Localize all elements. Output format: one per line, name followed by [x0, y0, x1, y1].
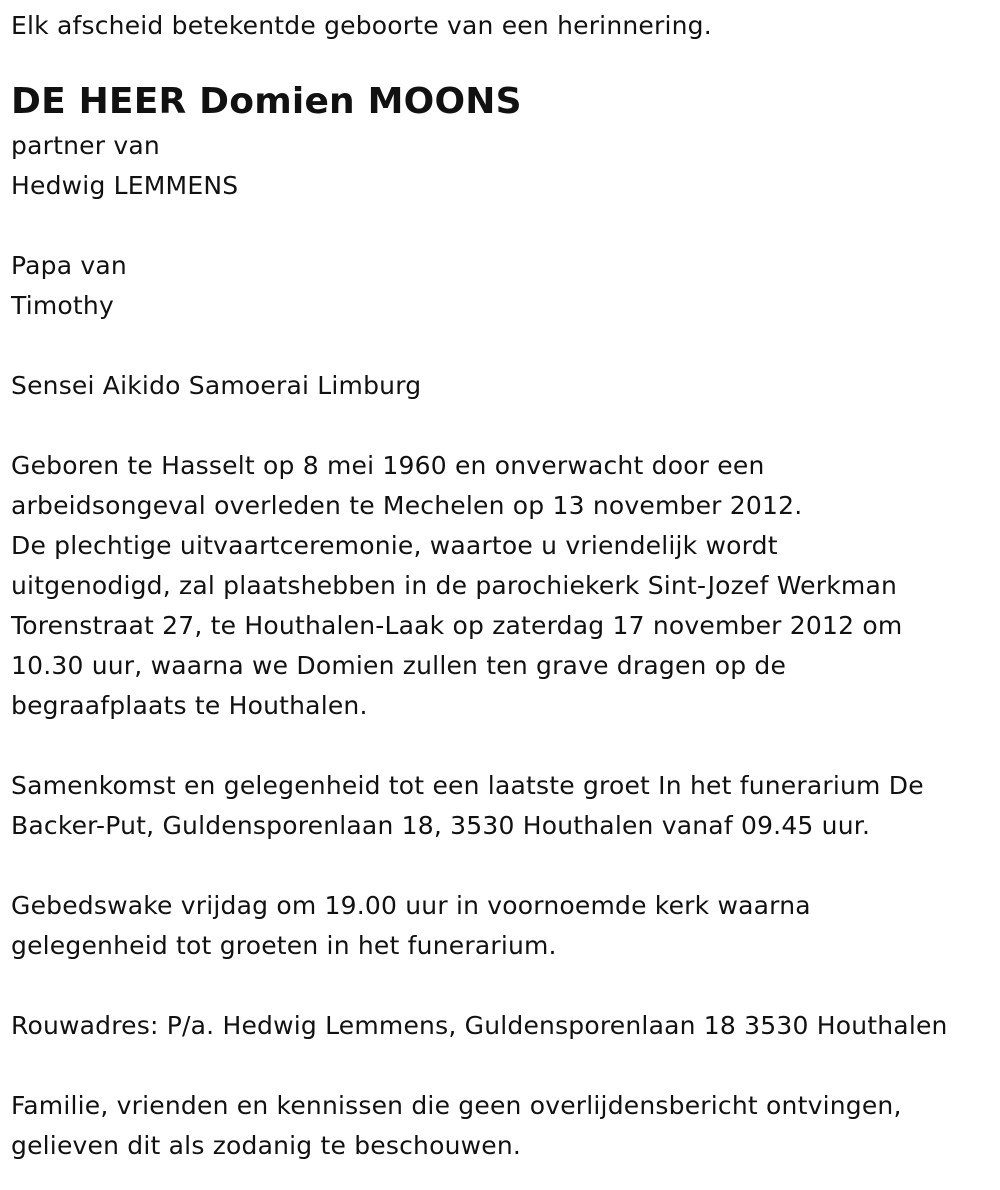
birth-and-ceremony-paragraph — [11, 446, 996, 726]
spacer — [11, 846, 996, 886]
paragraph-line: arbeidsongeval overleden te Mechelen op 13 november 2012. — [11, 491, 803, 520]
child-label: Papa van — [11, 251, 127, 280]
spacer — [11, 206, 996, 246]
paragraph-line: uitgenodigd, zal plaatshebben in de parochiekerk Sint-Jozef Werkman — [11, 571, 898, 600]
gathering-paragraph — [11, 766, 996, 846]
deceased-name-heading: DE HEER Domien MOONS — [11, 81, 522, 122]
child-name: Timothy — [11, 291, 114, 320]
partner-name: Hedwig LEMMENS — [11, 171, 239, 200]
paragraph-line: begraafplaats te Houthalen. — [11, 691, 368, 720]
paragraph-line: 10.30 uur, waarna we Domien zullen ten grave dragen op de — [11, 651, 787, 680]
paragraph-line: gelieven dit als zodanig te beschouwen. — [11, 1131, 522, 1160]
paragraph-line: Familie, vrienden en kennissen die geen overlijdensbericht ontvingen, — [11, 1091, 902, 1120]
paragraph-line: Torenstraat 27, te Houthalen-Laak op zaterdag 17 november 2012 om — [11, 611, 903, 640]
spacer — [11, 966, 996, 1006]
paragraph-line: gelegenheid tot groeten in het funerarium. — [11, 931, 557, 960]
obituary-document — [11, 6, 996, 1166]
motto-text: Elk afscheid betekentde geboorte van een herinnering. — [11, 11, 712, 40]
mourning-address: Rouwadres: P/a. Hedwig Lemmens, Guldensporenlaan 18 3530 Houthalen — [11, 1011, 948, 1040]
partner-label: partner van — [11, 131, 160, 160]
paragraph-line: Samenkomst en gelegenheid tot een laatste groet In het funerarium De — [11, 771, 924, 800]
paragraph-line: De plechtige uitvaartceremonie, waartoe u vriendelijk wordt — [11, 531, 778, 560]
role-text: Sensei Aikido Samoerai Limburg — [11, 371, 422, 400]
spacer — [11, 1046, 996, 1086]
spacer — [11, 726, 996, 766]
spacer — [11, 326, 996, 366]
paragraph-line: Gebedswake vrijdag om 19.00 uur in voornoemde kerk waarna — [11, 891, 811, 920]
paragraph-line: Backer-Put, Guldensporenlaan 18, 3530 Houthalen vanaf 09.45 uur. — [11, 811, 871, 840]
spacer — [11, 406, 996, 446]
prayer-vigil-paragraph — [11, 886, 996, 966]
closing-paragraph — [11, 1086, 996, 1166]
paragraph-line: Geboren te Hasselt op 8 mei 1960 en onverwacht door een — [11, 451, 765, 480]
